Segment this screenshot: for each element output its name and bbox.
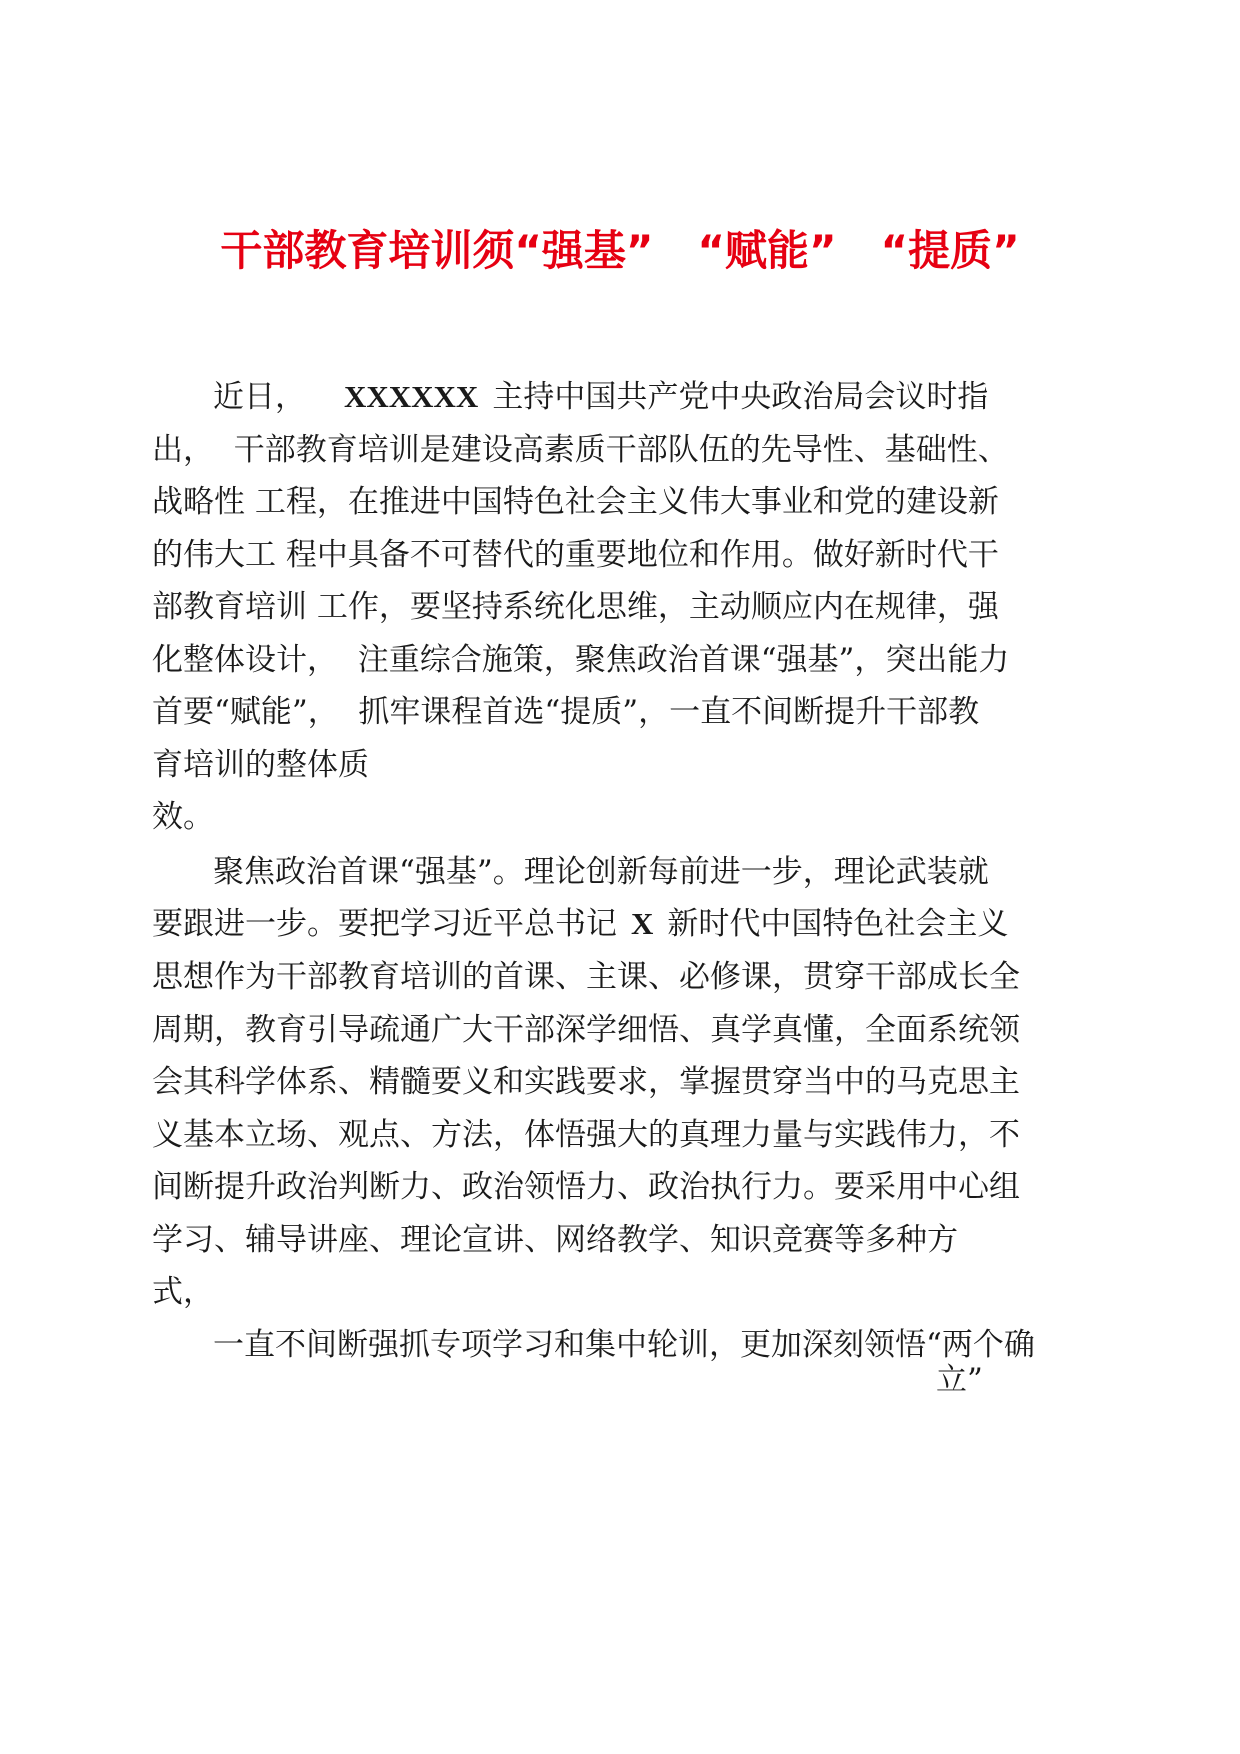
paragraph-1-name: XXXXXX (344, 379, 479, 414)
paragraph-1-line-3: 战略性 工程，在推进中国特色社会主义伟大事业和党的建设新 (152, 484, 999, 520)
paragraph-1-line-9: 效。 (152, 799, 214, 835)
paragraph-2-line-5: 会其科学体系、精髓要义和实践要求，掌握贯穿当中的马克思主 (152, 1064, 1020, 1100)
paragraph-2-line-2-tail: 新时代中国特色社会主义 (667, 906, 1009, 942)
paragraph-2-line-10: 一直不间断强抓专项学习和集中轮训，更加深刻领悟“两个确 (213, 1327, 1035, 1363)
paragraph-1-line-4: 的伟大工 程中具备不可替代的重要地位和作用。做好新时代干 (152, 537, 999, 573)
paragraph-2-line-7: 间断提升政治判断力、政治领悟力、政治执行力。要采用中心组 (152, 1169, 1020, 1205)
paragraph-1-line-1-text: 主持中国共产党中央政治局会议时指 (492, 379, 989, 415)
paragraph-2-line-6: 义基本立场、观点、方法，体悟强大的真理力量与实践伟力，不 (152, 1117, 1020, 1153)
paragraph-2-line-2-text: 要跟进一步。要把学习近平总书记 (152, 906, 617, 942)
paragraph-2-line-1: 聚焦政治首课“强基”。理论创新每前进一步，理论武装就 (213, 854, 989, 890)
paragraph-1-line-7: 首要“赋能”， 抓牢课程首选“提质”，一直不间断提升干部教 (152, 694, 980, 730)
paragraph-2-line-9: 式， (152, 1274, 214, 1310)
paragraph-2-line-8: 学习、辅导讲座、理论宣讲、网络教学、知识竞赛等多种方 (152, 1222, 958, 1258)
document-title: 干部教育培训须“强基” “赋能” “提质” (220, 226, 1020, 275)
paragraph-2-line-2 (152, 904, 1008, 944)
paragraph-2-line-11: 立” (936, 1362, 983, 1398)
paragraph-2-x-mark: X (631, 906, 654, 941)
paragraph-1-lead: 近日， (213, 379, 306, 415)
paragraph-1-line-1 (213, 377, 988, 417)
paragraph-2-line-4: 周期，教育引导疏通广大干部深学细悟、真学真懂，全面系统领 (152, 1012, 1020, 1048)
paragraph-1-line-6: 化整体设计， 注重综合施策，聚焦政治首课“强基”，突出能力 (152, 642, 1010, 678)
paragraph-1-line-2: 出， 干部教育培训是建设高素质干部队伍的先导性、基础性、 (152, 432, 1009, 468)
paragraph-1-line-5: 部教育培训 工作，要坚持系统化思维，主动顺应内在规律，强 (152, 589, 999, 625)
paragraph-1-line-8: 育培训的整体质 (152, 747, 369, 783)
paragraph-2-line-3: 思想作为干部教育培训的首课、主课、必修课，贯穿干部成长全 (152, 959, 1020, 995)
